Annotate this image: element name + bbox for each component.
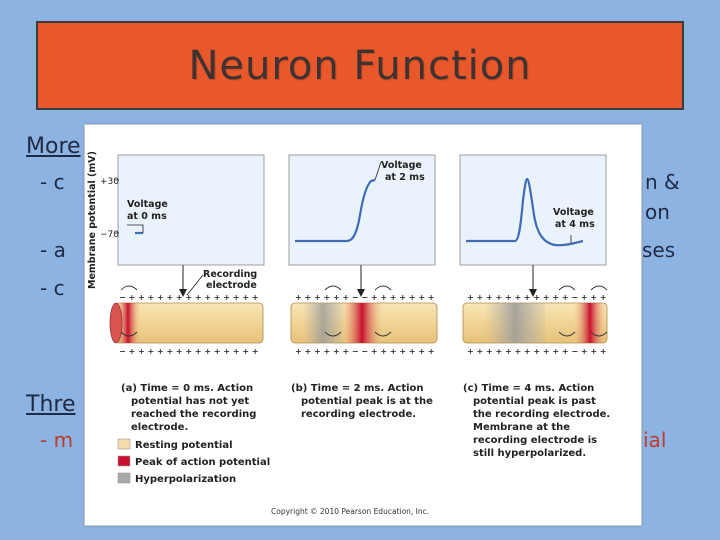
svg-text:− + + + + + + + + + + + + + +: − + + + + + + + + + + + + + +	[119, 293, 259, 302]
svg-text:(a) Time = 0 ms. Action	[121, 383, 253, 394]
figure-svg	[85, 125, 641, 525]
graph-a-background	[118, 155, 264, 265]
bullet-line-3-right: on	[645, 200, 670, 224]
caption-b-bold: (b) Time = 2 ms.	[291, 383, 385, 394]
recording-label-2: electrode	[206, 280, 257, 291]
caption-a	[121, 383, 256, 433]
caption-b-rest-2: recording electrode.	[301, 409, 417, 420]
caption-b-rest-1: potential peak is at the	[301, 396, 433, 407]
voltage-label-c-2: at 4 ms	[555, 219, 595, 230]
legend-label-peak: Peak of action potential	[135, 457, 271, 468]
bullet-line-7-right: ial	[643, 428, 667, 452]
legend-swatch-peak	[118, 456, 130, 466]
voltage-label-a-1: Voltage	[127, 199, 168, 210]
bullet-line-5-left: - c	[40, 276, 65, 300]
caption-c	[463, 383, 610, 459]
svg-text:+ + + + + + − − + + + + + + +: + + + + + + − − + + + + + + +	[295, 293, 435, 302]
bullet-line-7-left: - m	[40, 428, 74, 452]
caption-c-bold: (c) Time = 4 ms.	[463, 383, 555, 394]
caption-b	[291, 383, 433, 420]
caption-a-rest-0: Action	[217, 383, 254, 394]
voltage-label-b-2: at 2 ms	[385, 172, 425, 183]
recording-label-1: Recording	[203, 269, 258, 280]
voltage-label-a-2: at 0 ms	[127, 211, 167, 222]
bullet-heading-1: More	[26, 134, 81, 159]
copyright-text: Copyright © 2010 Pearson Education, Inc.	[271, 507, 430, 516]
caption-a-bold: (a) Time = 0 ms.	[121, 383, 214, 394]
svg-text:− + + + + + + + + + + + + + +: − + + + + + + + + + + + + + +	[119, 347, 259, 356]
svg-text:+ + + + + + + + + + + − + + +: + + + + + + + + + + + − + + +	[467, 347, 607, 356]
caption-c-rest-0: Action	[558, 383, 595, 394]
recording-pointer	[187, 275, 203, 295]
svg-text:+ + + + + + − − + + + + + + +: + + + + + + − − + + + + + + +	[295, 347, 435, 356]
legend-swatch-resting	[118, 439, 130, 449]
legend-label-resting: Resting potential	[135, 440, 233, 451]
caption-c-rest-2: the recording electrode.	[473, 409, 611, 420]
axon-b	[291, 286, 437, 356]
caption-c-rest-3: Membrane at the	[473, 422, 571, 433]
bullet-line-2-right: n &	[645, 170, 680, 194]
bullet-line-4-right: ses	[642, 238, 676, 262]
caption-a-rest-2: reached the recording	[131, 409, 257, 420]
y-tick-minus70: −70	[100, 230, 119, 240]
legend-label-hyper: Hyperpolarization	[135, 474, 237, 485]
voltage-label-c-1: Voltage	[553, 207, 594, 218]
voltage-label-b-1: Voltage	[381, 160, 422, 171]
svg-text:(b) Time = 2 ms. Action	[291, 383, 424, 394]
slide-title: Neuron Function	[188, 42, 532, 89]
axon-a	[110, 286, 263, 356]
caption-a-rest-3: electrode.	[131, 422, 189, 433]
caption-c-rest-1: potential peak is past	[473, 396, 596, 407]
legend-swatch-hyper	[118, 473, 130, 483]
axon-c	[463, 286, 607, 356]
y-tick-plus30: +30	[100, 177, 119, 187]
bullet-line-2-left: - c	[40, 170, 65, 194]
caption-c-rest-5: still hyperpolarized.	[473, 448, 587, 459]
y-axis-label: Membrane potential (mV)	[87, 151, 98, 289]
caption-a-rest-1: potential has not yet	[131, 396, 250, 407]
action-potential-figure	[84, 124, 642, 526]
svg-text:(c) Time = 4 ms. Action	[463, 383, 594, 394]
caption-c-rest-4: recording electrode is	[473, 435, 598, 446]
title-box	[36, 21, 684, 110]
svg-text:+ + + + + + + + + + + − + + +: + + + + + + + + + + + − + + +	[467, 293, 607, 302]
bullet-heading-2: Thre	[26, 392, 76, 417]
caption-b-rest-0: Action	[387, 383, 424, 394]
bullet-line-4-left: - a	[40, 238, 66, 262]
